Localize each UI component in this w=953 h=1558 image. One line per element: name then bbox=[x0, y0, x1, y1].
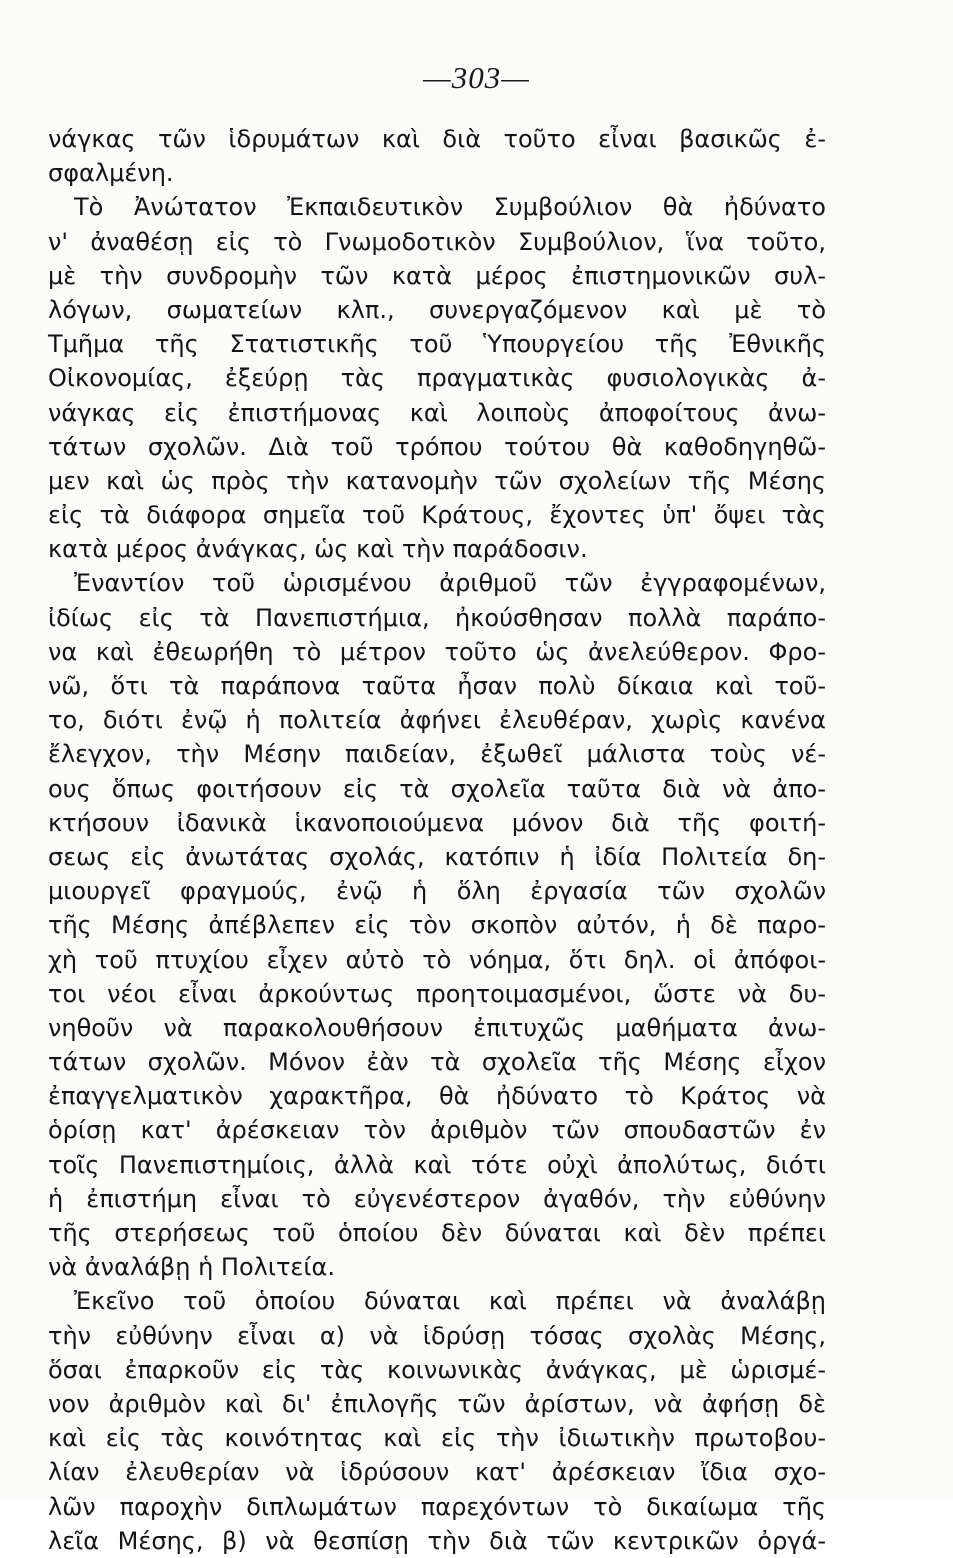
text-line: Τὸ Ἀνώτατον Ἐκπαιδευτικὸν Συμβούλιον θὰ ἠδύνατο bbox=[74, 193, 826, 222]
text-line: νάγκας εἰς ἐπιστήμονας καὶ λοιποὺς ἀποφοίτους ἀνω- bbox=[48, 398, 826, 427]
text-line: τὴν εὐθύνην εἶναι α) νὰ ἱδρύσῃ τόσας σχολὰς Μέσης, bbox=[48, 1321, 826, 1350]
text-line: σφαλμένη. bbox=[48, 159, 174, 188]
body-text bbox=[48, 122, 826, 1558]
text-line: νον ἀριθμὸν καὶ δι' ἐπιλογῆς τῶν ἀρίστων, νὰ ἀφήσῃ δὲ bbox=[48, 1389, 826, 1418]
text-line: λόγων, σωματείων κλπ., συνεργαζόμενον καὶ μὲ τὸ bbox=[48, 295, 826, 324]
text-line: λῶν παροχὴν διπλωμάτων παρεχόντων τὸ δικαίωμα τῆς bbox=[48, 1492, 826, 1521]
text-line: Ἐκεῖνο τοῦ ὁποίου δύναται καὶ πρέπει νὰ ἀναλάβῃ bbox=[74, 1287, 826, 1316]
text-line: τῆς στερήσεως τοῦ ὁποίου δὲν δύναται καὶ δὲν πρέπει bbox=[48, 1219, 826, 1247]
text-line: ὁρίσῃ κατ' ἀρέσκειαν τὸν ἀριθμὸν τῶν σπουδαστῶν ἐν bbox=[48, 1116, 826, 1145]
text-line: ὅσαι ἐπαρκοῦν εἰς τὰς κοινωνικὰς ἀνάγκας, μὲ ὡρισμέ- bbox=[48, 1355, 826, 1384]
text-line: ἐπαγγελματικὸν χαρακτῆρα, θὰ ἠδύνατο τὸ Κράτος νὰ bbox=[48, 1082, 826, 1111]
text-line: χὴ τοῦ πτυχίου εἶχεν αὐτὸ τὸ νόημα, ὅτι δηλ. οἱ ἀπόφοι- bbox=[48, 945, 826, 974]
text-line: τῆς Μέσης ἀπέβλεπεν εἰς τὸν σκοπὸν αὐτόν, ἡ δὲ παρο- bbox=[48, 911, 826, 940]
text-line: τάτων σχολῶν. Διὰ τοῦ τρόπου τούτου θὰ καθοδηγηθῶ- bbox=[48, 432, 826, 461]
text-line: νῶ, ὅτι τὰ παράπονα ταῦτα ἦσαν πολὺ δίκαια καὶ τοῦ- bbox=[48, 672, 826, 700]
text-line: ἡ ἐπιστήμη εἶναι τὸ εὐγενέστερον ἀγαθόν, τὴν εὐθύνην bbox=[48, 1184, 826, 1213]
text-line: ν' ἀναθέσῃ εἰς τὸ Γνωμοδοτικὸν Συμβούλιον, ἵνα τοῦτο, bbox=[48, 227, 826, 256]
text-line: Τμῆμα τῆς Στατιστικῆς τοῦ Ὑπουργείου τῆς Ἐθνικῆς bbox=[48, 330, 826, 359]
text-line: σεως εἰς ἀνωτάτας σχολάς, κατόπιν ἡ ἰδία Πολιτεία δη- bbox=[48, 842, 826, 871]
text-line: καὶ εἰς τὰς κοινότητας καὶ εἰς τὴν ἰδιωτικὴν πρωτοβου- bbox=[48, 1424, 826, 1453]
text-line: μεν καὶ ὡς πρὸς τὴν κατανομὴν τῶν σχολείων τῆς Μέσης bbox=[48, 466, 826, 495]
text-line: νὰ ἀναλάβῃ ἡ Πολιτεία. bbox=[48, 1253, 335, 1282]
page-number: —303— bbox=[423, 60, 530, 95]
text-line: ους ὅπως φοιτήσουν εἰς τὰ σχολεῖα ταῦτα διὰ νὰ ἀπο- bbox=[48, 774, 826, 803]
text-line: λίαν ἐλευθερίαν νὰ ἱδρύσουν κατ' ἀρέσκειαν ἴδια σχο- bbox=[48, 1458, 826, 1487]
text-line: Ἐναντίον τοῦ ὡρισμένου ἀριθμοῦ τῶν ἐγγραφομένων, bbox=[74, 569, 826, 598]
text-line: Οἰκονομίας, ἐξεύρῃ τὰς πραγματικὰς φυσιολογικὰς ἀ- bbox=[48, 364, 826, 393]
text-line: νηθοῦν νὰ παρακολουθήσουν ἐπιτυχῶς μαθήματα ἀνω- bbox=[48, 1013, 826, 1042]
text-line: λεῖα Μέσης, β) νὰ θεσπίσῃ τὴν διὰ τῶν κεντρικῶν ὀργά- bbox=[48, 1526, 826, 1555]
text-line: νάγκας τῶν ἱδρυμάτων καὶ διὰ τοῦτο εἶναι βασικῶς ἐ- bbox=[48, 125, 826, 153]
text-line: τοι νέοι εἶναι ἀρκούντως προητοιμασμένοι, ὥστε νὰ δυ- bbox=[48, 979, 826, 1008]
text-line: ἰδίως εἰς τὰ Πανεπιστήμια, ἠκούσθησαν πολλὰ παράπο- bbox=[48, 603, 826, 632]
text-line: μὲ τὴν συνδρομὴν τῶν κατὰ μέρος ἐπιστημονικῶν συλ- bbox=[48, 261, 826, 290]
text-line: κτήσουν ἰδανικὰ ἱκανοποιούμενα μόνον διὰ τῆς φοιτή- bbox=[48, 808, 826, 837]
text-line: κατὰ μέρος ἀνάγκας, ὡς καὶ τὴν παράδοσιν. bbox=[48, 535, 588, 564]
text-line: να καὶ ἐθεωρήθη τὸ μέτρον τοῦτο ὡς ἀνελεύθερον. Φρο- bbox=[48, 637, 826, 666]
text-line: τάτων σχολῶν. Μόνον ἐὰν τὰ σχολεῖα τῆς Μέσης εἶχον bbox=[48, 1048, 826, 1077]
text-line: ἔλεγχον, τὴν Μέσην παιδείαν, ἐξωθεῖ μάλιστα τοὺς νέ- bbox=[48, 740, 826, 769]
text-line: τοῖς Πανεπιστημίοις, ἀλλὰ καὶ τότε οὐχὶ ἀπολύτως, διότι bbox=[48, 1150, 826, 1179]
text-line: το, διότι ἐνῷ ἡ πολιτεία ἀφήνει ἐλευθέραν, χωρὶς κανένα bbox=[48, 706, 826, 735]
text-line: μιουργεῖ φραγμούς, ἐνῷ ἡ ὅλη ἐργασία τῶν σχολῶν bbox=[48, 877, 826, 906]
text-line: εἰς τὰ διάφορα σημεῖα τοῦ Κράτους, ἔχοντες ὑπ' ὄψει τὰς bbox=[48, 501, 826, 530]
